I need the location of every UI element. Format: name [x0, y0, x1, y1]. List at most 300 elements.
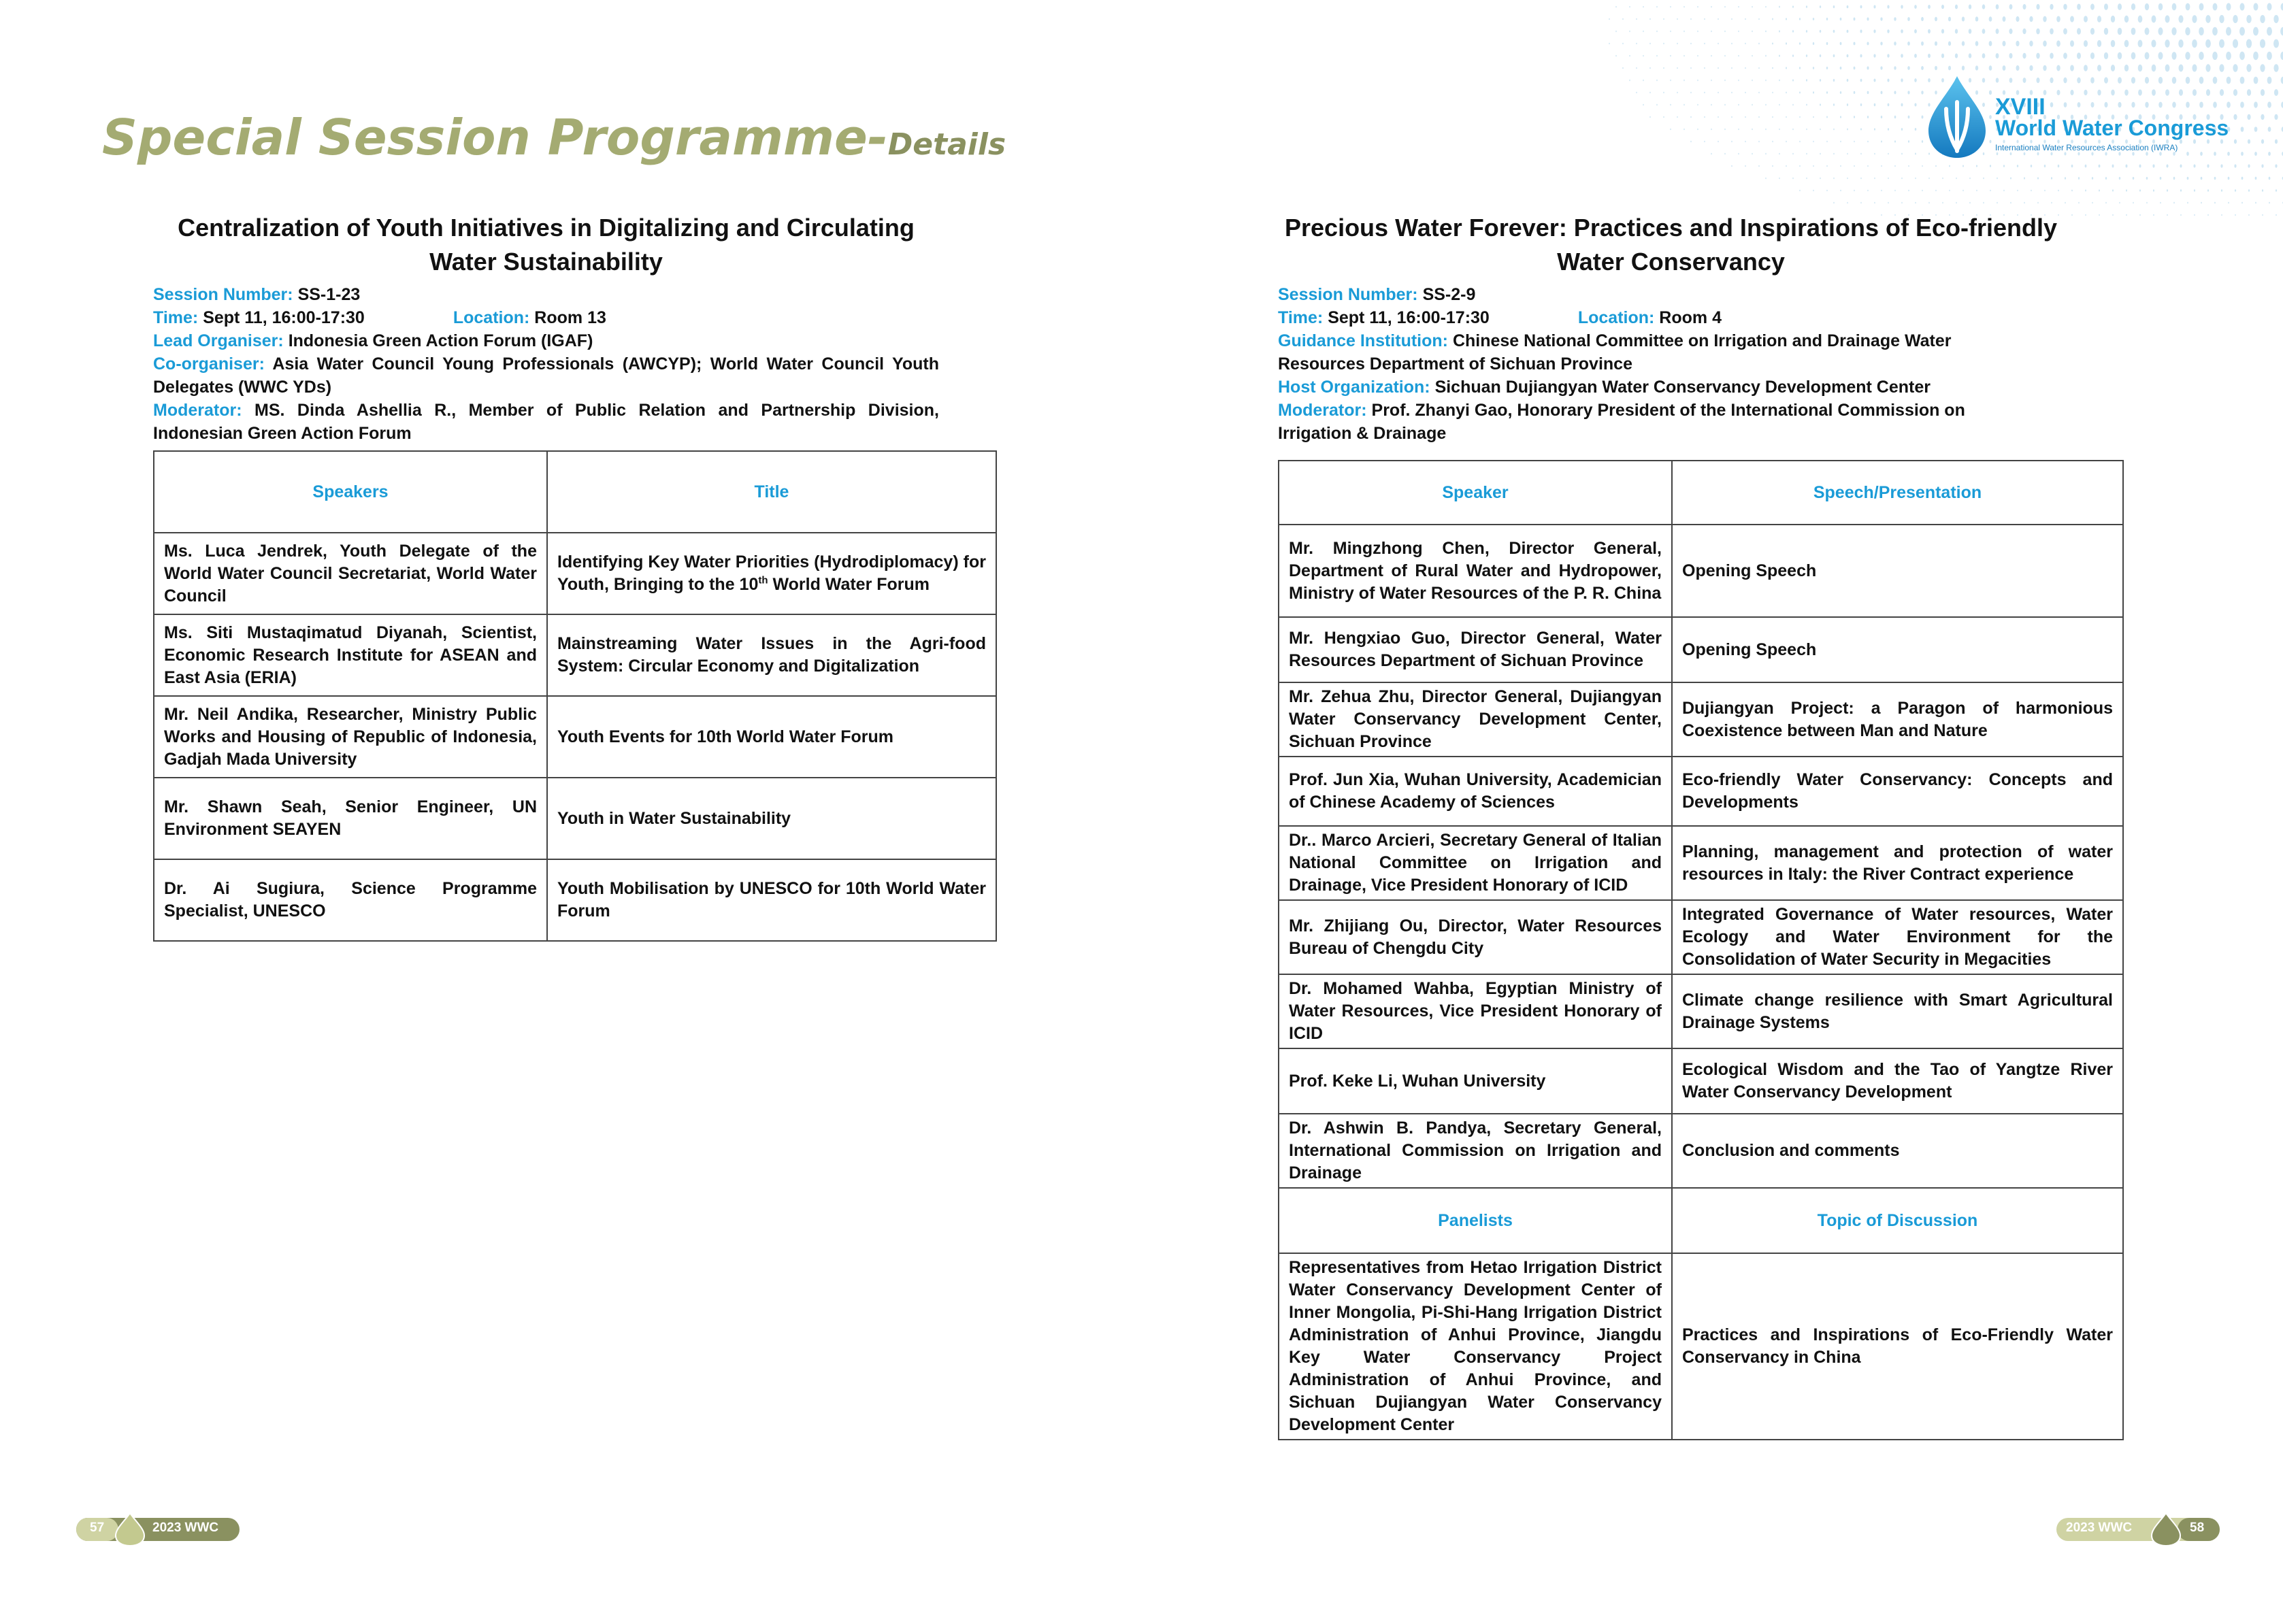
decor-dot [2152, 65, 2156, 72]
decor-dot [2241, 152, 2244, 156]
decor-dot [2145, 3, 2149, 10]
decor-dot [1908, 165, 1909, 167]
decor-dot [1609, 18, 1610, 20]
decor-dot [1996, 4, 1999, 9]
decor-dot [1724, 6, 1726, 8]
decor-dot [2234, 139, 2237, 144]
decor-dot [1921, 42, 1924, 46]
decor-dot [2070, 65, 2074, 71]
decor-dot [1941, 29, 1944, 34]
decor-dot [2077, 28, 2081, 35]
decor-dot [1629, 6, 1630, 8]
left-lead-row [153, 329, 939, 352]
decor-dot [1792, 178, 1794, 180]
decor-dot [2273, 39, 2279, 48]
decor-dot [1609, 43, 1610, 45]
water-drop-logo-icon [1926, 75, 1988, 161]
decor-dot [2029, 16, 2033, 22]
decor-dot [1914, 78, 1917, 82]
decor-dot [1867, 141, 1869, 143]
footer-left [76, 1512, 240, 1546]
left-moderator-label: Moderator: [153, 401, 242, 420]
decor-dot [2009, 4, 2013, 10]
decor-dot [1894, 140, 1896, 142]
decor-dot [2056, 65, 2060, 71]
decor-dot [1860, 153, 1862, 155]
decor-dot [1765, 153, 1767, 155]
decor-dot [1752, 31, 1753, 33]
decor-dot [2024, 177, 2025, 179]
decor-dot [1833, 129, 1835, 131]
decor-dot [1636, 92, 1637, 94]
decor-dot [2167, 189, 2168, 191]
decor-dot [1840, 91, 1841, 94]
decor-dot [1779, 129, 1780, 131]
right-guidance-row [1278, 329, 1992, 376]
decor-dot [1969, 5, 1971, 10]
decor-dot [1745, 18, 1746, 20]
decor-dot [2260, 64, 2265, 72]
decor-dot [2185, 52, 2190, 60]
right-host-row [1278, 376, 1992, 399]
decor-dot [2275, 139, 2278, 144]
decor-dot [1772, 92, 1773, 94]
decor-dot [2158, 27, 2163, 35]
decor-dot [2036, 53, 2039, 59]
decor-dot [1997, 178, 1998, 180]
decor-dot [2205, 64, 2210, 71]
decor-dot [1758, 141, 1760, 143]
decor-dot [1996, 29, 1999, 34]
decor-dot [1997, 202, 1998, 204]
decor-dot [2194, 214, 2195, 216]
table-row [1279, 974, 2123, 1048]
decor-dot [1683, 55, 1685, 57]
decor-dot [1799, 18, 1801, 20]
decor-dot [2205, 39, 2211, 48]
decor-dot [1711, 153, 1712, 155]
decor-dot [1914, 103, 1916, 107]
decor-dot [1907, 90, 1909, 94]
decor-dot [1955, 54, 1958, 59]
decor-dot [2194, 189, 2195, 192]
decor-dot [1874, 128, 1875, 130]
decor-dot [1711, 6, 1712, 8]
decor-dot [1873, 54, 1875, 57]
decor-dot [2246, 15, 2252, 23]
decor-dot [2029, 65, 2033, 71]
decor-dot [1738, 6, 1739, 8]
decor-dot [1649, 18, 1651, 20]
decor-dot [1901, 178, 1903, 180]
right-time-label: Time: [1278, 308, 1324, 327]
decor-dot [1683, 129, 1685, 131]
left-lead: Indonesia Green Action Forum (IGAF) [288, 331, 593, 350]
decor-dot [1820, 129, 1821, 131]
decor-dot [2267, 52, 2272, 60]
decor-dot [1969, 29, 1972, 33]
decor-dot [1894, 165, 1896, 167]
right-session-number: SS-2-9 [1422, 285, 1476, 304]
title-cell: Mainstreaming Water Issues in the Agri-food System: Circular Economy and Digitalization [547, 614, 996, 696]
decor-dot [1881, 116, 1882, 118]
decor-dot [2261, 89, 2265, 96]
table-row [154, 533, 996, 614]
decor-dot [2090, 3, 2095, 10]
decor-dot [1860, 79, 1862, 82]
decor-dot [1948, 17, 1951, 22]
decor-dot [1888, 202, 1889, 204]
decor-dot [2139, 189, 2141, 191]
left-moderator-row [153, 399, 939, 445]
right-session-number-label: Session Number: [1278, 285, 1418, 304]
decor-dot [1738, 153, 1739, 155]
decor-dot [1860, 5, 1862, 9]
decor-dot [1758, 67, 1760, 69]
decor-dot [1901, 29, 1903, 33]
decor-dot [1840, 190, 1841, 192]
decor-dot [2228, 202, 2229, 204]
decor-dot [1799, 116, 1801, 118]
decor-dot [1860, 128, 1862, 130]
decor-dot [1704, 141, 1705, 143]
left-session-meta [153, 283, 939, 445]
left-location: Room 13 [534, 308, 606, 327]
decor-dot [1690, 141, 1692, 143]
decor-dot [1847, 129, 1848, 131]
decor-dot [1956, 178, 1957, 180]
decor-dot [1738, 80, 1739, 82]
decor-dot [1813, 141, 1814, 143]
decor-dot [2227, 101, 2231, 107]
decor-dot [1983, 202, 1984, 204]
decor-dot [1894, 66, 1896, 69]
decor-dot [1779, 153, 1780, 155]
decor-dot [2092, 177, 2093, 180]
decor-dot [2119, 202, 2120, 204]
decor-dot [1880, 42, 1882, 45]
decor-dot [1901, 153, 1903, 155]
decor-dot [1772, 141, 1773, 143]
decor-dot [1731, 116, 1732, 118]
decor-dot [2111, 40, 2116, 47]
decor-dot [2016, 65, 2019, 71]
decor-dot [1813, 42, 1814, 45]
decor-dot [2235, 189, 2236, 192]
decor-dot [1724, 80, 1726, 82]
decor-dot [2171, 52, 2176, 60]
decor-dot [1636, 18, 1637, 20]
decor-dot [2065, 177, 2066, 180]
decor-dot [2138, 39, 2143, 47]
speaker-cell: Mr. Zhijiang Ou, Director, Water Resources Bureau of Chengdu City [1279, 900, 1672, 974]
decor-dot [1914, 29, 1917, 33]
decor-dot [1867, 116, 1869, 118]
right-session-meta [1278, 283, 1992, 445]
decor-dot [1752, 153, 1753, 155]
table-row [1279, 525, 2123, 617]
decor-dot [1833, 103, 1835, 105]
right-guidance-label: Guidance Institution: [1278, 331, 1448, 350]
decor-dot [2273, 15, 2278, 23]
decor-dot [2192, 15, 2197, 23]
decor-dot [2037, 202, 2039, 204]
decor-dot [1792, 153, 1794, 155]
decor-dot [1745, 141, 1746, 143]
table-row [1279, 617, 2123, 682]
decor-dot [1881, 91, 1883, 95]
decor-dot [2133, 177, 2135, 180]
decor-dot [1745, 43, 1746, 45]
decor-dot [1989, 65, 1992, 70]
decor-dot [1833, 5, 1835, 8]
decor-dot [1907, 66, 1910, 70]
decor-dot [1786, 18, 1787, 20]
decor-dot [2070, 40, 2074, 47]
footer-left-label: 2023 WWC [152, 1521, 219, 1535]
speaker-cell: Mr. Hengxiao Guo, Director General, Water Resources Department of Sichuan Province [1279, 617, 1672, 682]
decor-dot [2199, 27, 2204, 35]
decor-dot [2165, 39, 2169, 48]
decor-dot [1697, 129, 1698, 131]
decor-dot [1860, 30, 1862, 33]
header-speakers: Speakers [154, 451, 547, 533]
decor-dot [1847, 5, 1849, 8]
logo-association: International Water Resources Association (IWRA) [1995, 143, 2178, 152]
decor-dot [2031, 190, 2032, 192]
decor-dot [2090, 52, 2095, 59]
decor-dot [1656, 55, 1658, 57]
decor-dot [2003, 16, 2006, 22]
decor-dot [1806, 129, 1807, 131]
decor-dot [1765, 129, 1767, 131]
decor-dot [1677, 92, 1678, 94]
decor-dot [1731, 67, 1732, 69]
decor-dot [2131, 52, 2136, 60]
decor-dot [1663, 92, 1664, 94]
speaker-cell: Dr. Mohamed Wahba, Egyptian Ministry of Water Resources, Vice President Honorary of ICID [1279, 974, 1672, 1048]
table-row [1279, 900, 2123, 974]
decor-dot [1826, 116, 1828, 118]
decor-dot [1854, 18, 1856, 21]
decor-dot [2219, 39, 2224, 48]
decor-dot [2044, 190, 2046, 192]
decor-dot [2016, 16, 2019, 22]
decor-dot [2247, 114, 2250, 120]
decor-dot [1758, 18, 1760, 20]
decor-dot [1758, 92, 1760, 94]
decor-dot [1894, 190, 1896, 192]
decor-dot [2260, 39, 2265, 48]
decor-dot [1792, 30, 1794, 32]
decor-dot [1683, 104, 1685, 106]
table-row [1279, 682, 2123, 757]
decor-dot [1942, 202, 1943, 204]
decor-dot [1941, 5, 1944, 9]
decor-dot [1724, 55, 1726, 57]
decor-dot [1887, 78, 1889, 82]
decor-dot [1643, 6, 1644, 8]
decor-dot [2267, 77, 2272, 84]
header-speaker: Speaker [1279, 461, 1672, 525]
decor-dot [1718, 67, 1719, 69]
decor-dot [1724, 129, 1726, 131]
decor-dot [1636, 67, 1637, 69]
decor-dot [2192, 64, 2197, 71]
decor-dot [2022, 53, 2026, 59]
decor-dot [1704, 43, 1705, 45]
left-time-label: Time: [153, 308, 199, 327]
decor-dot [1704, 116, 1705, 118]
title-cell: Youth Events for 10th World Water Forum [547, 696, 996, 778]
decor-dot [2269, 177, 2271, 180]
decor-dot [1847, 54, 1849, 58]
decor-dot [1955, 5, 1958, 10]
decor-dot [1656, 6, 1658, 8]
left-moderator: MS. Dinda Ashellia R., Member of Public Relation and Partnership Division, Indonesian Green Action Forum [153, 401, 939, 443]
decor-dot [2145, 52, 2150, 60]
table-row [154, 778, 996, 859]
decor-dot [1826, 42, 1828, 45]
decor-dot [1649, 92, 1651, 94]
decor-dot [1765, 31, 1767, 33]
decor-dot [1636, 43, 1637, 45]
decor-dot [1677, 18, 1678, 20]
decor-dot [1711, 55, 1712, 57]
footer-right-page-number: 58 [2190, 1521, 2205, 1535]
decor-dot [1962, 66, 1965, 71]
decor-dot [1874, 178, 1875, 180]
decor-dot [1989, 41, 1992, 46]
decor-dot [1718, 141, 1719, 143]
decor-dot [1873, 5, 1875, 9]
decor-dot [2022, 29, 2026, 34]
decor-dot [1813, 18, 1814, 20]
decor-dot [2111, 16, 2115, 22]
decor-dot [2226, 52, 2231, 60]
speaker-cell: Prof. Jun Xia, Wuhan University, Academician of Chinese Academy of Sciences [1279, 757, 1672, 826]
decor-dot [2240, 101, 2244, 107]
decor-dot [2246, 39, 2252, 48]
decor-dot [2058, 190, 2059, 192]
page-heading-main: Special Session Programme- [102, 109, 888, 166]
decor-dot [2043, 16, 2046, 22]
decor-dot [1969, 178, 1971, 180]
decor-dot [1914, 54, 1917, 58]
footer-left-page-number: 57 [90, 1521, 105, 1535]
decor-dot [1718, 116, 1719, 118]
decor-dot [2051, 202, 2052, 204]
decor-dot [1677, 43, 1678, 45]
decor-dot [2090, 28, 2095, 35]
decor-dot [1962, 16, 1965, 21]
decor-dot [1847, 79, 1849, 82]
decor-dot [2084, 16, 2088, 22]
decor-dot [1792, 79, 1794, 81]
decor-dot [1731, 141, 1732, 143]
decor-dot [1867, 165, 1869, 167]
decor-dot [1833, 178, 1835, 180]
decor-dot [2233, 64, 2237, 72]
decor-dot [2212, 27, 2218, 35]
decor-dot [1711, 104, 1712, 106]
decor-dot [2261, 139, 2264, 144]
decor-dot [1779, 54, 1780, 56]
decor-dot [1772, 18, 1773, 20]
decor-dot [2167, 214, 2168, 216]
decor-dot [1745, 116, 1746, 118]
decor-dot [1786, 67, 1787, 69]
table-header-row [1279, 461, 2123, 525]
decor-dot [2239, 27, 2245, 36]
panelists-cell: Representatives from Hetao Irrigation District Water Conservancy Development Center of Inner Mongolia, Pi-Shi-Hang Irrigation District Administration of Anhui Province, Jiangdu Key Water Conservancy Project Administration of Anhui Province, and Sichuan Dujiangyan Water Conservancy Development Center [1279, 1253, 1672, 1440]
decor-dot [1922, 165, 1923, 167]
decor-dot [2118, 52, 2122, 59]
decor-dot [2118, 28, 2122, 35]
decor-dot [2240, 77, 2245, 84]
decor-dot [2084, 65, 2088, 71]
decor-dot [1948, 66, 1951, 71]
decor-dot [1704, 18, 1705, 20]
decor-dot [1881, 140, 1882, 142]
decor-dot [1779, 178, 1780, 180]
decor-dot [1799, 42, 1801, 45]
speaker-cell: Dr. Ai Sugiura, Science Programme Specialist, UNESCO [154, 859, 547, 941]
decor-dot [1806, 5, 1807, 7]
title-cell: Dujiangyan Project: a Paragon of harmonious Coexistence between Man and Nature [1672, 682, 2123, 757]
decor-dot [2233, 114, 2237, 120]
decor-dot [2063, 28, 2067, 34]
decor-dot [1779, 104, 1780, 106]
decor-dot [1615, 6, 1617, 8]
decor-dot [2124, 40, 2129, 48]
right-host: Sichuan Dujiangyan Water Conservancy Development Center [1434, 378, 1931, 397]
decor-dot [1887, 54, 1889, 57]
decor-dot [1656, 104, 1658, 106]
decor-dot [2227, 77, 2231, 84]
decor-dot [1765, 104, 1767, 106]
title-cell: Youth in Water Sustainability [547, 778, 996, 859]
decor-dot [1860, 103, 1862, 106]
decor-dot [2247, 89, 2251, 96]
decor-dot [1969, 53, 1972, 58]
left-location-label: Location: [453, 308, 530, 327]
decor-dot [1894, 42, 1896, 46]
decor-dot [2248, 214, 2250, 216]
page-heading [102, 109, 1006, 166]
decor-dot [1718, 18, 1719, 20]
decor-dot [1792, 129, 1794, 131]
decor-dot [2158, 52, 2163, 59]
speaker-cell: Prof. Keke Li, Wuhan University [1279, 1048, 1672, 1114]
decor-dot [2138, 65, 2143, 71]
footer-right [2056, 1512, 2220, 1546]
decor-dot [1622, 43, 1624, 45]
decor-dot [1833, 54, 1835, 57]
decor-dot [1826, 18, 1828, 20]
left-coorg: Asia Water Council Young Professionals (AWCYP); World Water Council Youth Delegates (WWC YDs) [153, 354, 939, 397]
decor-dot [2187, 177, 2189, 180]
decor-dot [2063, 4, 2067, 10]
decor-dot [1643, 55, 1644, 57]
title-cell: Conclusion and comments [1672, 1114, 2123, 1188]
decor-dot [1990, 190, 1991, 192]
decor-dot [1711, 129, 1712, 131]
decor-dot [1683, 80, 1685, 82]
decor-dot [1874, 103, 1876, 106]
decor-dot [2160, 177, 2162, 180]
decor-dot [1854, 116, 1855, 118]
